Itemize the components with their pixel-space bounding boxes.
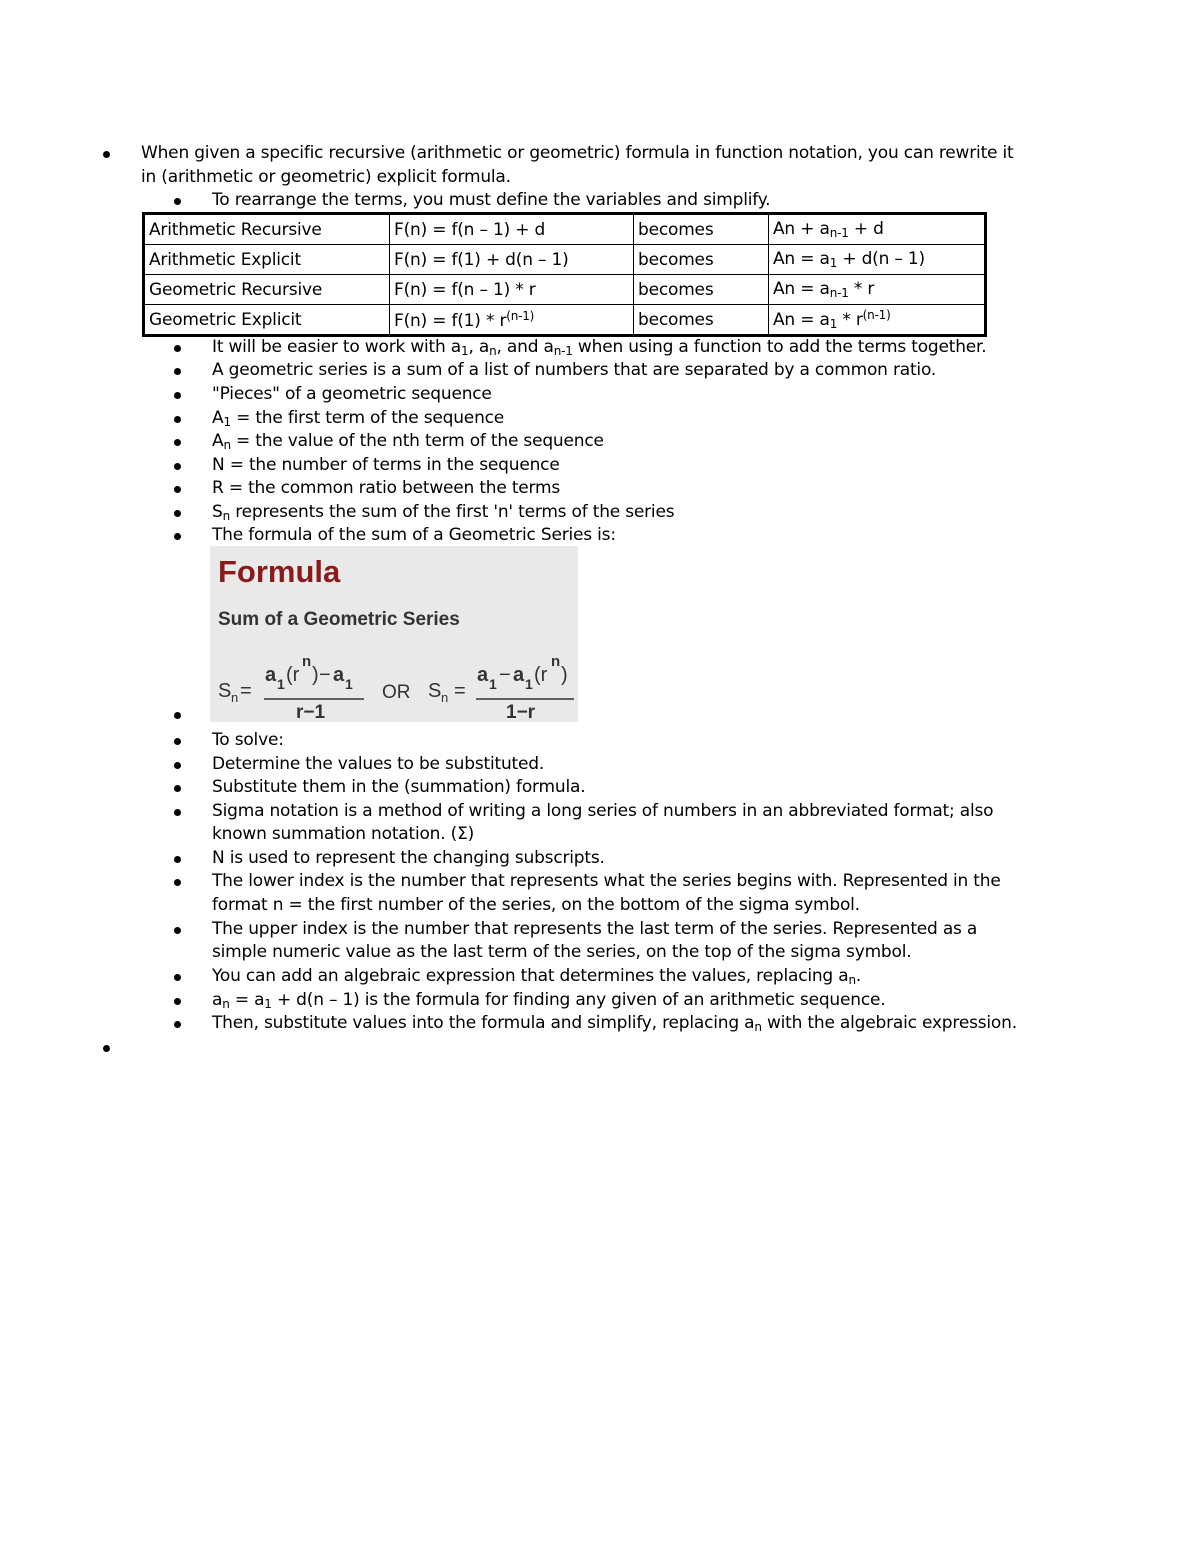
table-row	[144, 305, 986, 336]
table-row	[144, 245, 986, 275]
row-formula: $F(n) = f(1) * r^{(n-1)}$	[390, 305, 634, 336]
bullet-dot	[174, 416, 181, 423]
bullet-dot	[174, 998, 181, 1005]
svg-text:a: a	[477, 664, 489, 686]
bullet-dot	[174, 738, 181, 745]
bullet-dot	[174, 486, 181, 493]
bullet-upper-2: simple numeric value as the last term of the series, on the top of the sigma symbol.	[212, 942, 912, 962]
svg-text:−: −	[499, 664, 511, 686]
bullet-dot	[174, 762, 181, 769]
bullet-substitute: Substitute them in the (summation) formula.	[212, 777, 586, 797]
bullet-a1: $A_1$ = the first term of the sequence	[212, 408, 505, 429]
bullet-dot	[174, 439, 181, 446]
svg-text:=: =	[454, 680, 466, 702]
svg-text:−: −	[319, 664, 331, 686]
bullet-dot	[174, 974, 181, 981]
row-becomes: becomes	[634, 245, 769, 275]
intro-line-1: When given a specific recursive (arithmetic or geometric) formula in function notation, you can rewrite it	[141, 143, 1014, 163]
row-formula: F(n) = f(n – 1) * r	[390, 275, 634, 305]
bullet-dot	[174, 345, 181, 352]
bullet-lower-1: The lower index is the number that represents what the series begins with. Represented in the	[212, 871, 1001, 891]
formula-left	[218, 653, 364, 722]
bullet-dot	[174, 392, 181, 399]
bullet-dot	[174, 198, 181, 205]
svg-text:): )	[561, 664, 568, 686]
svg-text:1: 1	[489, 676, 497, 692]
bullet-algebraic: You can add an algebraic expression that determines the values, replacing $a_n$.	[212, 966, 862, 987]
intro-line-2: in (arithmetic or geometric) explicit formula.	[141, 167, 511, 187]
row-name: Arithmetic Recursive	[144, 214, 390, 245]
svg-text:r−1: r−1	[296, 702, 326, 722]
bullet-dot	[174, 510, 181, 517]
bullet-pieces: "Pieces" of a geometric sequence	[212, 384, 492, 404]
bullet-dot	[174, 785, 181, 792]
bullet-determine: Determine the values to be substituted.	[212, 754, 545, 774]
svg-text:(r: (r	[534, 664, 548, 686]
svg-text:a: a	[265, 664, 277, 686]
bullet-dot	[103, 151, 110, 158]
bullet-r: R = the common ratio between the terms	[212, 478, 561, 498]
recursive-explicit-table	[142, 212, 987, 337]
bullet-easier: It will be easier to work with $a_1$, $a_n$, and $a_{n-1}$ when using a function to add the terms together.	[212, 337, 987, 358]
geometric-sum-formula-image	[210, 546, 578, 722]
formula-title: Formula	[218, 554, 341, 589]
row-formula: F(n) = f(1) + d(n – 1)	[390, 245, 634, 275]
table-row	[144, 214, 986, 245]
bullet-dot	[174, 879, 181, 886]
bullet-dot	[103, 1045, 110, 1052]
bullet-an-formula: $a_n = a_1 + d(n - 1)$ is the formula for finding any given of an arithmetic sequence.	[212, 990, 886, 1011]
formula-or: OR	[382, 682, 411, 703]
bullet-dot	[174, 1021, 181, 1028]
svg-text:(r: (r	[286, 664, 300, 686]
row-formula: F(n) = f(n – 1) + d	[390, 214, 634, 245]
intro-sub: To rearrange the terms, you must define the variables and simplify.	[212, 190, 771, 210]
svg-text:a: a	[513, 664, 525, 686]
row-name: Geometric Recursive	[144, 275, 390, 305]
row-result: $An = a_1 + d(n - 1)$	[769, 245, 986, 275]
svg-text:S: S	[218, 680, 232, 702]
bullet-an: $A_n$ = the value of the nth term of the sequence	[212, 431, 604, 452]
bullet-then-substitute: Then, substitute values into the formula and simplify, replacing $a_n$ with the algebraic expression.	[212, 1013, 1017, 1034]
bullet-dot	[174, 533, 181, 540]
bullet-dot	[174, 368, 181, 375]
bullet-lower-2: format n = the first number of the series, on the bottom of the sigma symbol.	[212, 895, 860, 915]
row-becomes: becomes	[634, 275, 769, 305]
svg-text:n: n	[231, 690, 239, 705]
bullet-dot	[174, 463, 181, 470]
bullet-dot	[174, 712, 181, 719]
row-becomes: becomes	[634, 305, 769, 336]
row-becomes: becomes	[634, 214, 769, 245]
svg-text:S: S	[428, 680, 442, 702]
row-result: $An = a_1 * r^{(n-1)}$	[769, 305, 986, 336]
svg-text:1−r: 1−r	[506, 702, 536, 722]
row-name: Arithmetic Explicit	[144, 245, 390, 275]
bullet-sn: $S_n$ represents the sum of the first 'n' terms of the series	[212, 502, 675, 523]
formula-subtitle: Sum of a Geometric Series	[218, 609, 460, 630]
bullet-dot	[174, 856, 181, 863]
svg-text:a: a	[333, 664, 345, 686]
bullet-sigma-1: Sigma notation is a method of writing a long series of numbers in an abbreviated format; also	[212, 801, 994, 821]
bullet-n: N = the number of terms in the sequence	[212, 455, 560, 475]
svg-text:1: 1	[277, 676, 285, 692]
svg-text:n: n	[551, 653, 561, 670]
table-row	[144, 275, 986, 305]
svg-text:): )	[312, 664, 319, 686]
svg-text:1: 1	[345, 676, 353, 692]
bullet-dot	[174, 927, 181, 934]
bullet-geometric-series: A geometric series is a sum of a list of numbers that are separated by a common ratio.	[212, 360, 937, 380]
svg-text:n: n	[441, 690, 449, 705]
bullet-upper-1: The upper index is the number that represents the last term of the series. Represented as a	[212, 919, 978, 939]
bullet-dot	[174, 809, 181, 816]
formula-right	[428, 653, 574, 722]
row-name: Geometric Explicit	[144, 305, 390, 336]
row-result: $An + a_{n-1} + d$	[769, 214, 986, 245]
row-result: $An = a_{n-1} * r$	[769, 275, 986, 305]
bullet-to-solve: To solve:	[212, 730, 284, 750]
bullet-subscripts: N is used to represent the changing subscripts.	[212, 848, 605, 868]
bullet-sigma-2: known summation notation. (Σ)	[212, 824, 475, 844]
svg-text:n: n	[302, 653, 312, 670]
svg-text:1: 1	[525, 676, 533, 692]
bullet-formula-intro: The formula of the sum of a Geometric Series is:	[212, 525, 616, 545]
svg-text:=: =	[240, 680, 252, 702]
